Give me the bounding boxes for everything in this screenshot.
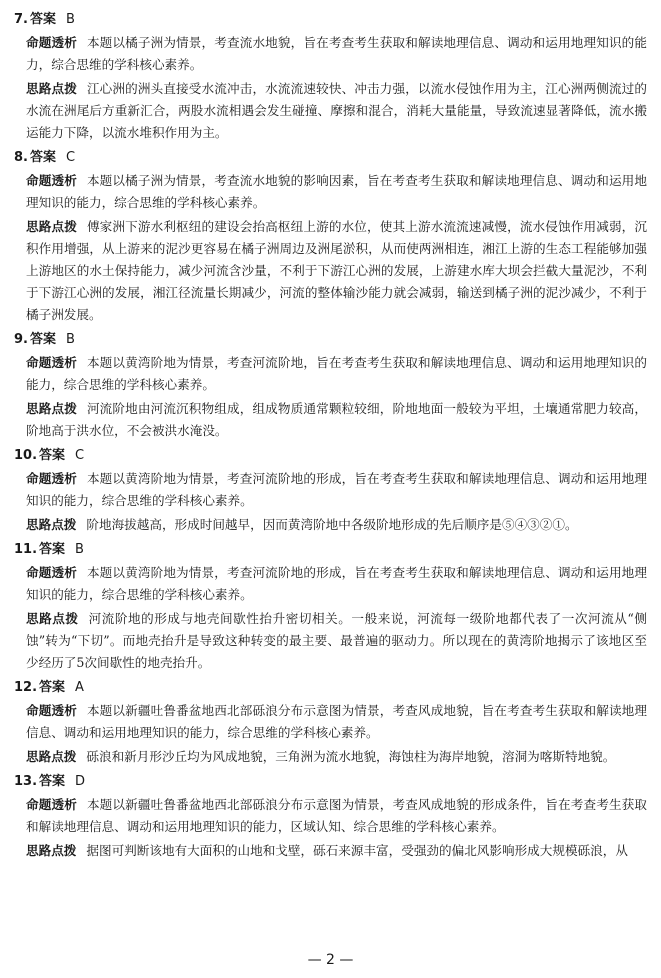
answer-value: B xyxy=(75,542,84,557)
analysis-text: 本题以黄湾阶地为情景，考查河流阶地的形成，旨在考查考生获取和解读地理信息、调动和运用地理知识的能力，综合思维的学科核心素养。 xyxy=(26,565,648,602)
answer-label: 答案 xyxy=(29,332,56,347)
analysis-paragraph xyxy=(14,794,647,838)
question-number: 11. xyxy=(14,542,38,557)
analysis-label: 命题透析 xyxy=(26,703,77,718)
analysis-paragraph xyxy=(14,352,647,396)
question-block xyxy=(14,329,647,442)
analysis-paragraph xyxy=(14,170,647,214)
analysis-label: 命题透析 xyxy=(26,471,77,486)
question-number: 12. xyxy=(14,680,38,695)
question-header xyxy=(14,539,647,561)
analysis-label: 命题透析 xyxy=(26,35,77,50)
question-number: 7. xyxy=(14,12,28,27)
answer-value: C xyxy=(66,150,76,165)
analysis-text: 本题以橘子洲为情景，考查流水地貌，旨在考查考生获取和解读地理信息、调动和运用地理知识的能力，综合思维的学科核心素养。 xyxy=(26,35,648,72)
question-header xyxy=(14,329,647,351)
hint-label: 思路点拨 xyxy=(26,219,77,234)
question-header xyxy=(14,771,647,793)
hint-label: 思路点拨 xyxy=(26,401,77,416)
hint-paragraph xyxy=(14,398,647,442)
hint-text: 据图可判断该地有大面积的山地和戈壁，砾石来源丰富，受强劲的偏北风影响形成大规模砾浪，从 xyxy=(86,843,628,858)
answer-value: B xyxy=(66,12,75,27)
question-number: 10. xyxy=(14,448,38,463)
hint-label: 思路点拨 xyxy=(26,749,77,764)
analysis-text: 本题以黄湾阶地为情景，考查河流阶地，旨在考查考生获取和解读地理信息、调动和运用地理知识的能力，综合思维的学科核心素养。 xyxy=(26,355,648,392)
answer-value: D xyxy=(75,774,86,789)
question-header xyxy=(14,677,647,699)
analysis-text: 本题以黄湾阶地为情景，考查河流阶地的形成，旨在考查考生获取和解读地理信息、调动和运用地理知识的能力，综合思维的学科核心素养。 xyxy=(26,471,648,508)
hint-text: 江心洲的洲头直接受水流冲击，水流流速较快、冲击力强，以流水侵蚀作用为主，江心洲两侧流过的水流在洲尾后方重新汇合，两股水流相遇会发生碰撞、摩擦和混合，消耗大量能量，导致流速显著降低，流水搬运能力下降，以流水堆积作用为主。 xyxy=(26,81,648,140)
answer-value: A xyxy=(75,680,84,695)
question-block xyxy=(14,677,647,768)
analysis-text: 本题以新疆吐鲁番盆地西北部砾浪分布示意图为情景，考查风成地貌，旨在考查考生获取和解读地理信息、调动和运用地理知识的能力，综合思维的学科核心素养。 xyxy=(26,703,648,740)
hint-paragraph xyxy=(14,746,647,768)
hint-paragraph xyxy=(14,78,647,144)
hint-paragraph xyxy=(14,514,647,536)
hint-paragraph xyxy=(14,608,647,674)
hint-label: 思路点拨 xyxy=(26,81,77,96)
analysis-label: 命题透析 xyxy=(26,797,77,812)
answer-label: 答案 xyxy=(29,150,56,165)
answer-label: 答案 xyxy=(39,774,66,789)
analysis-label: 命题透析 xyxy=(26,173,77,188)
hint-text: 砾浪和新月形沙丘均为风成地貌，三角洲为流水地貌，海蚀柱为海岸地貌，溶洞为喀斯特地貌。 xyxy=(86,749,616,764)
question-block xyxy=(14,445,647,536)
hint-label: 思路点拨 xyxy=(26,517,77,532)
question-number: 8. xyxy=(14,150,28,165)
hint-text: 河流阶地的形成与地壳间歇性抬升密切相关。一般来说，河流每一级阶地都代表了一次河流从“侧蚀”转为“下切”。而地壳抬升是导致这种转变的最主要、最普遍的驱动力。所以现在的黄湾阶地揭示了该地区至少经历了5次间歇性的地壳抬升。 xyxy=(26,611,647,670)
question-number: 13. xyxy=(14,774,38,789)
answer-label: 答案 xyxy=(39,680,66,695)
page-number: — 2 — xyxy=(307,952,354,968)
answer-label: 答案 xyxy=(39,542,66,557)
hint-text: 阶地海拔越高，形成时间越早，因而黄湾阶地中各级阶地形成的先后顺序是⑤④③②①。 xyxy=(86,517,578,532)
analysis-paragraph xyxy=(14,562,647,606)
answer-value: B xyxy=(66,332,75,347)
hint-label: 思路点拨 xyxy=(26,843,77,858)
analysis-paragraph xyxy=(14,32,647,76)
hint-text: 河流阶地由河流沉积物组成，组成物质通常颗粒较细，阶地地面一般较为平坦，土壤通常肥力较高，阶地高于洪水位，不会被洪水淹没。 xyxy=(26,401,648,438)
analysis-text: 本题以橘子洲为情景，考查流水地貌的影响因素，旨在考查考生获取和解读地理信息、调动和运用地理知识的能力，综合思维的学科核心素养。 xyxy=(26,173,648,210)
question-block xyxy=(14,771,647,862)
question-header xyxy=(14,9,647,31)
analysis-paragraph xyxy=(14,700,647,744)
question-block xyxy=(14,9,647,144)
answer-label: 答案 xyxy=(29,12,56,27)
question-block xyxy=(14,539,647,674)
analysis-label: 命题透析 xyxy=(26,565,77,580)
question-header xyxy=(14,147,647,169)
question-number: 9. xyxy=(14,332,28,347)
question-header xyxy=(14,445,647,467)
hint-paragraph xyxy=(14,216,647,326)
analysis-text: 本题以新疆吐鲁番盆地西北部砾浪分布示意图为情景，考查风成地貌的形成条件，旨在考查考生获取和解读地理信息、调动和运用地理知识的能力，区域认知、综合思维的学科核心素养。 xyxy=(26,797,648,834)
answer-label: 答案 xyxy=(39,448,66,463)
question-block xyxy=(14,147,647,326)
hint-label: 思路点拨 xyxy=(26,611,79,626)
analysis-label: 命题透析 xyxy=(26,355,77,370)
hint-paragraph xyxy=(14,840,647,862)
analysis-paragraph xyxy=(14,468,647,512)
answer-value: C xyxy=(75,448,85,463)
hint-text: 傅家洲下游水利枢纽的建设会抬高枢纽上游的水位，使其上游水流流速减慢，流水侵蚀作用减弱，沉积作用增强，从上游来的泥沙更容易在橘子洲周边及洲尾淤积，从而使两洲相连，湘江上游的生态工程能够加强上游地区的水土保持能力，减少河流含沙量，不利于下游江心洲的发展，上游建水库大坝会拦截大量泥沙，不利于下游江心洲的发展，湘江径流量长期减少，河流的整体输沙能力就会减弱，输送到橘子洲的泥沙减少，不利于橘子洲发展。 xyxy=(26,219,648,322)
